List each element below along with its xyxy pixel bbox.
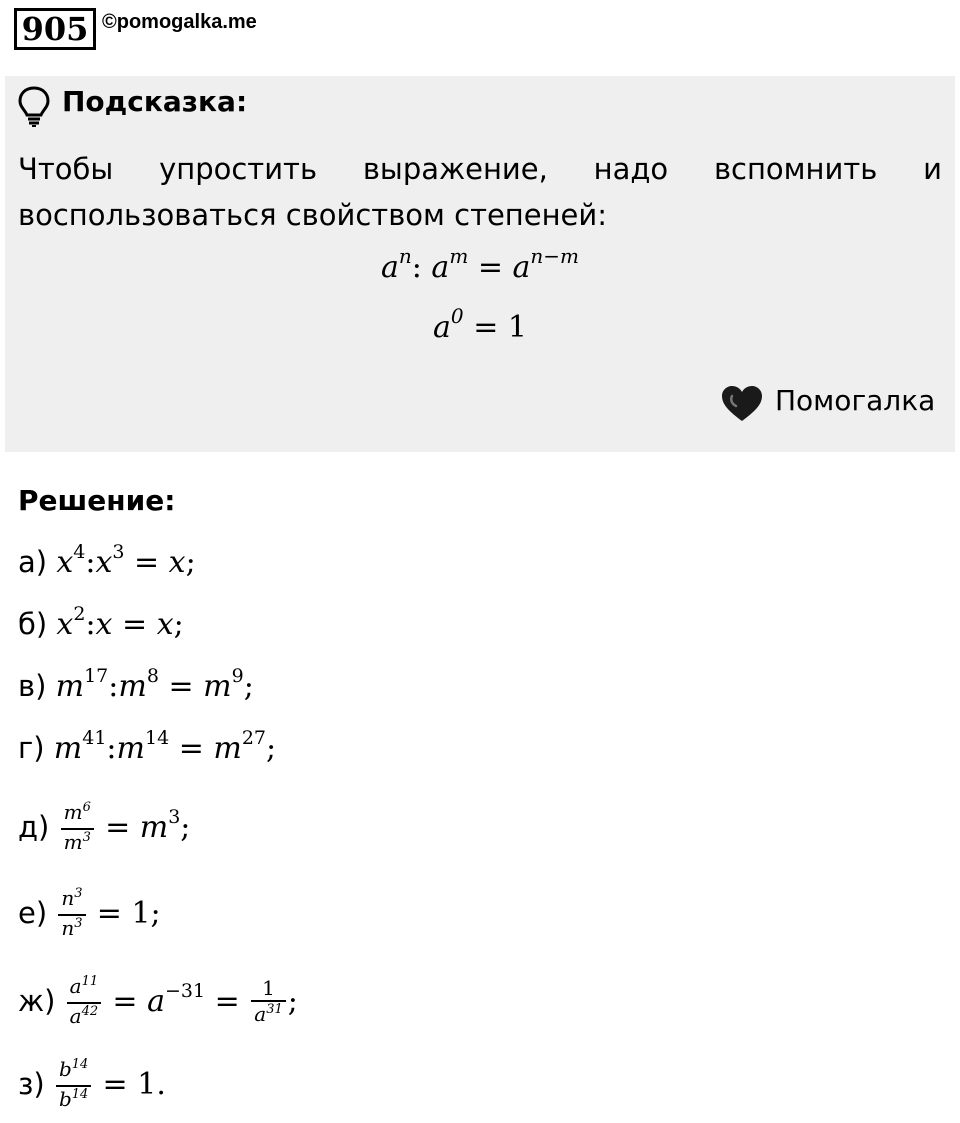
solution-item-e: е) $\frac{n^3}{n^3}$ = 1;: [18, 886, 161, 944]
solution-item-a: а) $x^4:x^3 = x$;: [18, 541, 196, 580]
fraction: $\frac{1}{a^{31}}$: [251, 976, 285, 1030]
lightbulb-icon: [17, 85, 51, 127]
formula-power-division: $a^n$: $a^m = a^{n-m}$: [380, 244, 580, 285]
hint-text: Чтобы упростить выражение, надо вспомнить и воспользоваться свойством степеней:: [18, 152, 942, 232]
solution-item-zh: ж) $\frac{a^{11}}{a^{42}}$ = $a^{-31}$ = $\frac{1}{a^{31}}$ ;: [18, 974, 298, 1032]
brand-label: Помогалка: [775, 384, 936, 417]
site-watermark: ©pomogalka.me: [102, 11, 257, 33]
solution-item-d: д) $\frac{m^6}{m^3}$ = $m^3$;: [18, 800, 190, 858]
solution-item-v: в) $m^{17}:m^8 = m^9$;: [18, 665, 254, 704]
solution-item-b: б) $x^2:x = x$;: [18, 603, 184, 642]
fraction: $\frac{a^{11}}{a^{42}}$: [67, 974, 101, 1032]
heart-icon: [720, 384, 764, 424]
fraction: $\frac{n^3}{n^3}$: [58, 886, 85, 944]
solution-item-g: г) $m^{41}:m^{14} = m^{27}$;: [18, 727, 277, 766]
solution-item-z: з) $\frac{b^{14}}{b^{14}}$ = 1.: [18, 1057, 166, 1115]
solution-title: Решение:: [18, 484, 176, 517]
problem-number: 905: [14, 8, 96, 50]
fraction: $\frac{m^6}{m^3}$: [61, 800, 94, 858]
formula-zero-power: $a^0 = 1$: [433, 304, 527, 345]
fraction: $\frac{b^{14}}{b^{14}}$: [56, 1057, 91, 1115]
hint-title: Подсказка:: [62, 85, 248, 118]
